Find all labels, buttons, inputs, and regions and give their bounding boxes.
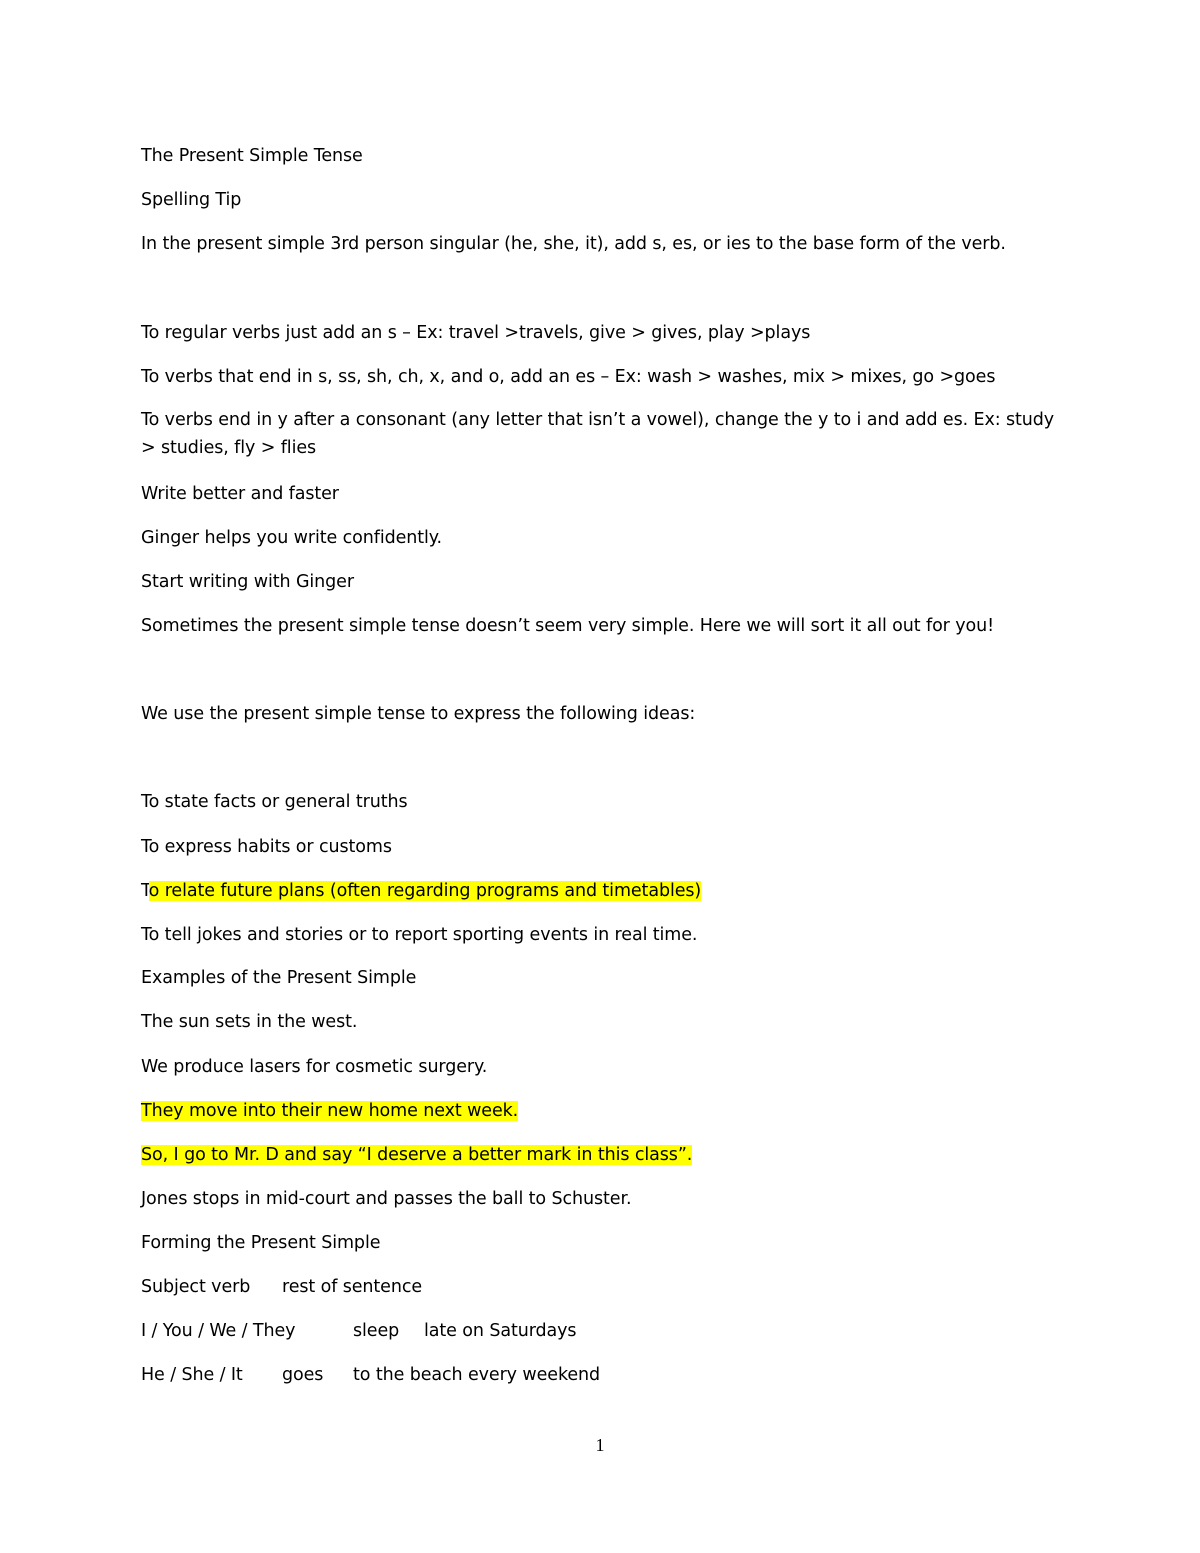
table-row bbox=[141, 1320, 576, 1342]
page-number: 1 bbox=[595, 1435, 605, 1455]
use-facts: To state facts or general truths bbox=[141, 792, 408, 812]
example-move bbox=[141, 1100, 518, 1122]
table-cell-rest: to the beach every weekend bbox=[353, 1365, 601, 1385]
rule-es-verbs: To verbs that end in s, ss, sh, ch, x, and o, add an es – Ex: wash > washes, mix > mixes, go >goes bbox=[141, 367, 996, 387]
document-title: The Present Simple Tense bbox=[141, 146, 363, 166]
use-future-plans bbox=[141, 880, 701, 902]
uses-intro: We use the present simple tense to express the following ideas: bbox=[141, 704, 696, 724]
example-sun: The sun sets in the west. bbox=[141, 1012, 358, 1032]
use-jokes: To tell jokes and stories or to report sporting events in real time. bbox=[141, 925, 698, 945]
rule-y-verbs: To verbs end in y after a consonant (any letter that isn’t a vowel), change the y to i and add es. Ex: study > studies, fly > flies bbox=[141, 410, 1055, 458]
example-jones: Jones stops in mid-court and passes the ball to Schuster. bbox=[141, 1189, 632, 1209]
intro-rule: In the present simple 3rd person singular (he, she, it), add s, es, or ies to the base form of the verb. bbox=[141, 234, 1006, 254]
highlight-example-mark: So, I go to Mr. D and say “I deserve a better mark in this class”. bbox=[141, 1145, 693, 1165]
table-cell-subject: I / You / We / They bbox=[141, 1321, 296, 1341]
table-header-subject-verb: Subject verb bbox=[141, 1277, 251, 1297]
ad-headline: Write better and faster bbox=[141, 484, 339, 504]
highlight-example-move: They move into their new home next week. bbox=[141, 1101, 519, 1121]
forming-heading: Forming the Present Simple bbox=[141, 1233, 381, 1253]
table-cell-rest: late on Saturdays bbox=[424, 1321, 577, 1341]
sometimes-text: Sometimes the present simple tense doesn’t seem very simple. Here we will sort it all out for you! bbox=[141, 616, 994, 636]
table-header-rest: rest of sentence bbox=[282, 1277, 423, 1297]
table-row bbox=[141, 1364, 600, 1386]
use-habits: To express habits or customs bbox=[141, 837, 392, 857]
ad-text: Ginger helps you write confidently. bbox=[141, 528, 442, 548]
spelling-tip-heading: Spelling Tip bbox=[141, 190, 242, 210]
table-cell-verb: goes bbox=[282, 1365, 324, 1385]
ad-cta: Start writing with Ginger bbox=[141, 572, 354, 592]
use-future-prefix: T bbox=[141, 881, 149, 901]
example-mark bbox=[141, 1144, 692, 1166]
example-lasers: We produce lasers for cosmetic surgery. bbox=[141, 1057, 488, 1077]
table-cell-subject: He / She / It bbox=[141, 1365, 243, 1385]
highlight-future-plans: o relate future plans (often regarding programs and timetables) bbox=[148, 881, 702, 901]
table-header-row bbox=[141, 1276, 422, 1298]
rule-regular-verbs: To regular verbs just add an s – Ex: travel >travels, give > gives, play >plays bbox=[141, 323, 811, 343]
examples-heading: Examples of the Present Simple bbox=[141, 968, 417, 988]
table-cell-verb: sleep bbox=[353, 1321, 400, 1341]
